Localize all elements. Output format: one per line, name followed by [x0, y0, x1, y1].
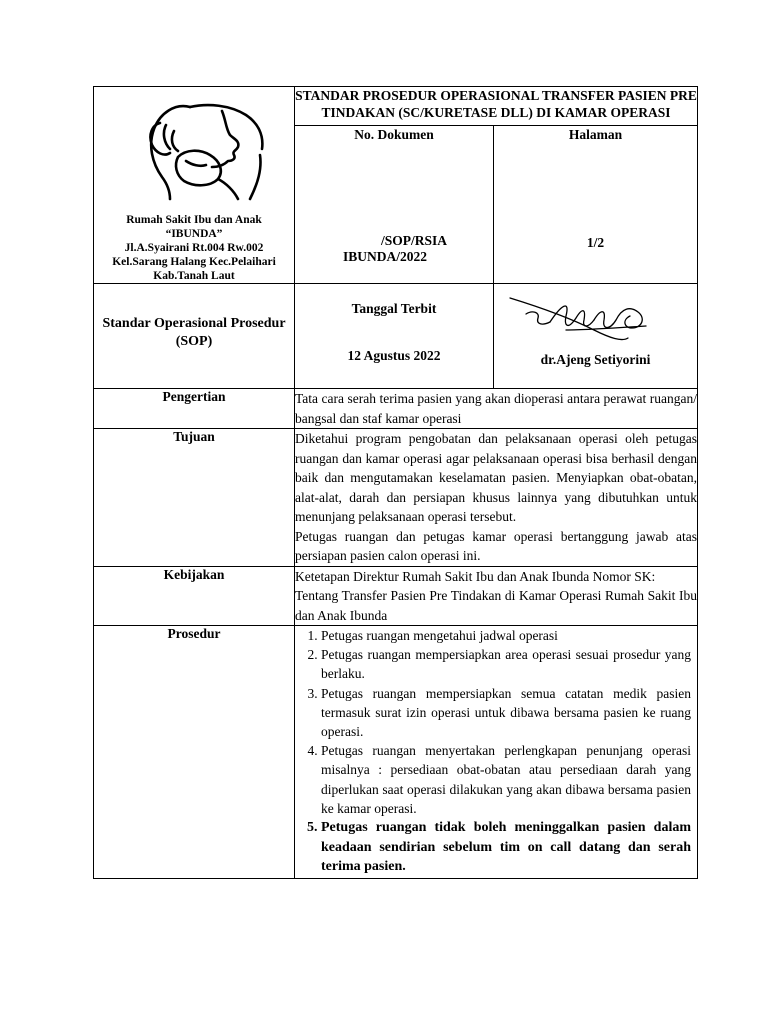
doc-number-line-1: /SOP/RSIA — [381, 232, 448, 248]
issue-date-label: Tanggal Terbit — [351, 301, 437, 316]
mother-and-child-logo-icon — [130, 95, 270, 203]
hospital-short-name: “IBUNDA” — [165, 228, 223, 240]
sop-label-cell — [94, 284, 295, 389]
prosedur-steps — [295, 626, 697, 878]
tujuan-paragraph-2: Petugas ruangan dan petugas kamar operasi bertanggung jawab atas persiapan pasien calon operasi ini. — [295, 528, 698, 563]
doc-number-line-2: IBUNDA/2022 — [343, 248, 428, 264]
prosedur-step-2: 2. Petugas ruangan mempersiapkan area operasi sesuai prosedur yang berlaku. — [321, 645, 691, 683]
tujuan-label: Tujuan — [94, 429, 295, 567]
page-value: 1/2 — [586, 234, 605, 250]
kebijakan-paragraph-1: Ketetapan Direktur Rumah Sakit Ibu dan Anak Ibunda Nomor SK: — [295, 568, 656, 584]
signature-icon — [506, 286, 666, 348]
hospital-name: Rumah Sakit Ibu dan Anak — [126, 214, 262, 226]
issue-date-value: 12 Agustus 2022 — [347, 348, 441, 363]
prosedur-step-4: 4. Petugas ruangan menyertakan perlengkapan penunjang operasi misalnya : persediaan obat-obatan atau persediaan darah yang diperlukan saat operasi dilakukan yang akan dibawa bersama pasien ke kamar operasi. — [321, 741, 691, 818]
doc-number-cell — [295, 125, 494, 283]
hospital-cell — [94, 87, 295, 284]
hospital-info — [94, 213, 294, 283]
signature-cell — [494, 284, 698, 389]
pengertian-text: Tata cara serah terima pasien yang akan dioperasi antara perawat ruangan/ bangsal dan staf kamar operasi — [295, 389, 698, 429]
issue-date-cell — [295, 284, 494, 389]
doc-number-label: No. Dokumen — [354, 126, 434, 142]
document-title: STANDAR PROSEDUR OPERASIONAL TRANSFER PASIEN PRE TINDAKAN (SC/KURETASE DLL) DI KAMAR OPERASI — [295, 87, 698, 126]
tujuan-paragraph-1: Diketahui program pengobatan dan pelaksanaan operasi oleh petugas ruangan dan kamar operasi agar pelaksanaan operasi bisa berhasil dengan baik dan mengutamakan keselamatan pasien. Menyiapkan obat-obatan, alat-alat, darah dan persiapan khusus lainnya yang dibutuhkan untuk menunjang pelaksanaan operasi tersebut. — [295, 431, 698, 524]
pengertian-label: Pengertian — [94, 389, 295, 429]
prosedur-cell — [295, 626, 698, 879]
page-cell — [494, 125, 698, 283]
sop-label: Standar Operasional Prosedur (SOP) — [102, 316, 286, 349]
doc-number-value — [343, 233, 447, 265]
prosedur-step-1: 1. Petugas ruangan mengetahui jadwal operasi — [321, 626, 691, 645]
prosedur-label: Prosedur — [94, 626, 295, 879]
page-label: Halaman — [568, 126, 623, 142]
sop-table — [93, 86, 698, 879]
kebijakan-paragraph-2: Tentang Transfer Pasien Pre Tindakan di Kamar Operasi Rumah Sakit Ibu dan Anak Ibunda — [295, 588, 698, 623]
kebijakan-label: Kebijakan — [94, 566, 295, 626]
hospital-address-3: Kab.Tanah Laut — [153, 270, 235, 282]
prosedur-step-3: 3. Petugas ruangan mempersiapkan semua catatan medik pasien termasuk surat izin operasi untuk dibawa bersama pasien ke ruang operasi. — [321, 684, 691, 742]
hospital-address-2: Kel.Sarang Halang Kec.Pelaihari — [112, 256, 276, 268]
tujuan-cell — [295, 429, 698, 567]
prosedur-step-5: 5. Petugas ruangan tidak boleh meninggalkan pasien dalam keadaan sendirian sebelum tim on call datang dan serah terima pasien. — [321, 818, 691, 877]
hospital-address-1: Jl.A.Syairani Rt.004 Rw.002 — [124, 242, 264, 254]
kebijakan-cell — [295, 566, 698, 626]
signer-name: dr.Ajeng Setiyorini — [540, 352, 651, 367]
